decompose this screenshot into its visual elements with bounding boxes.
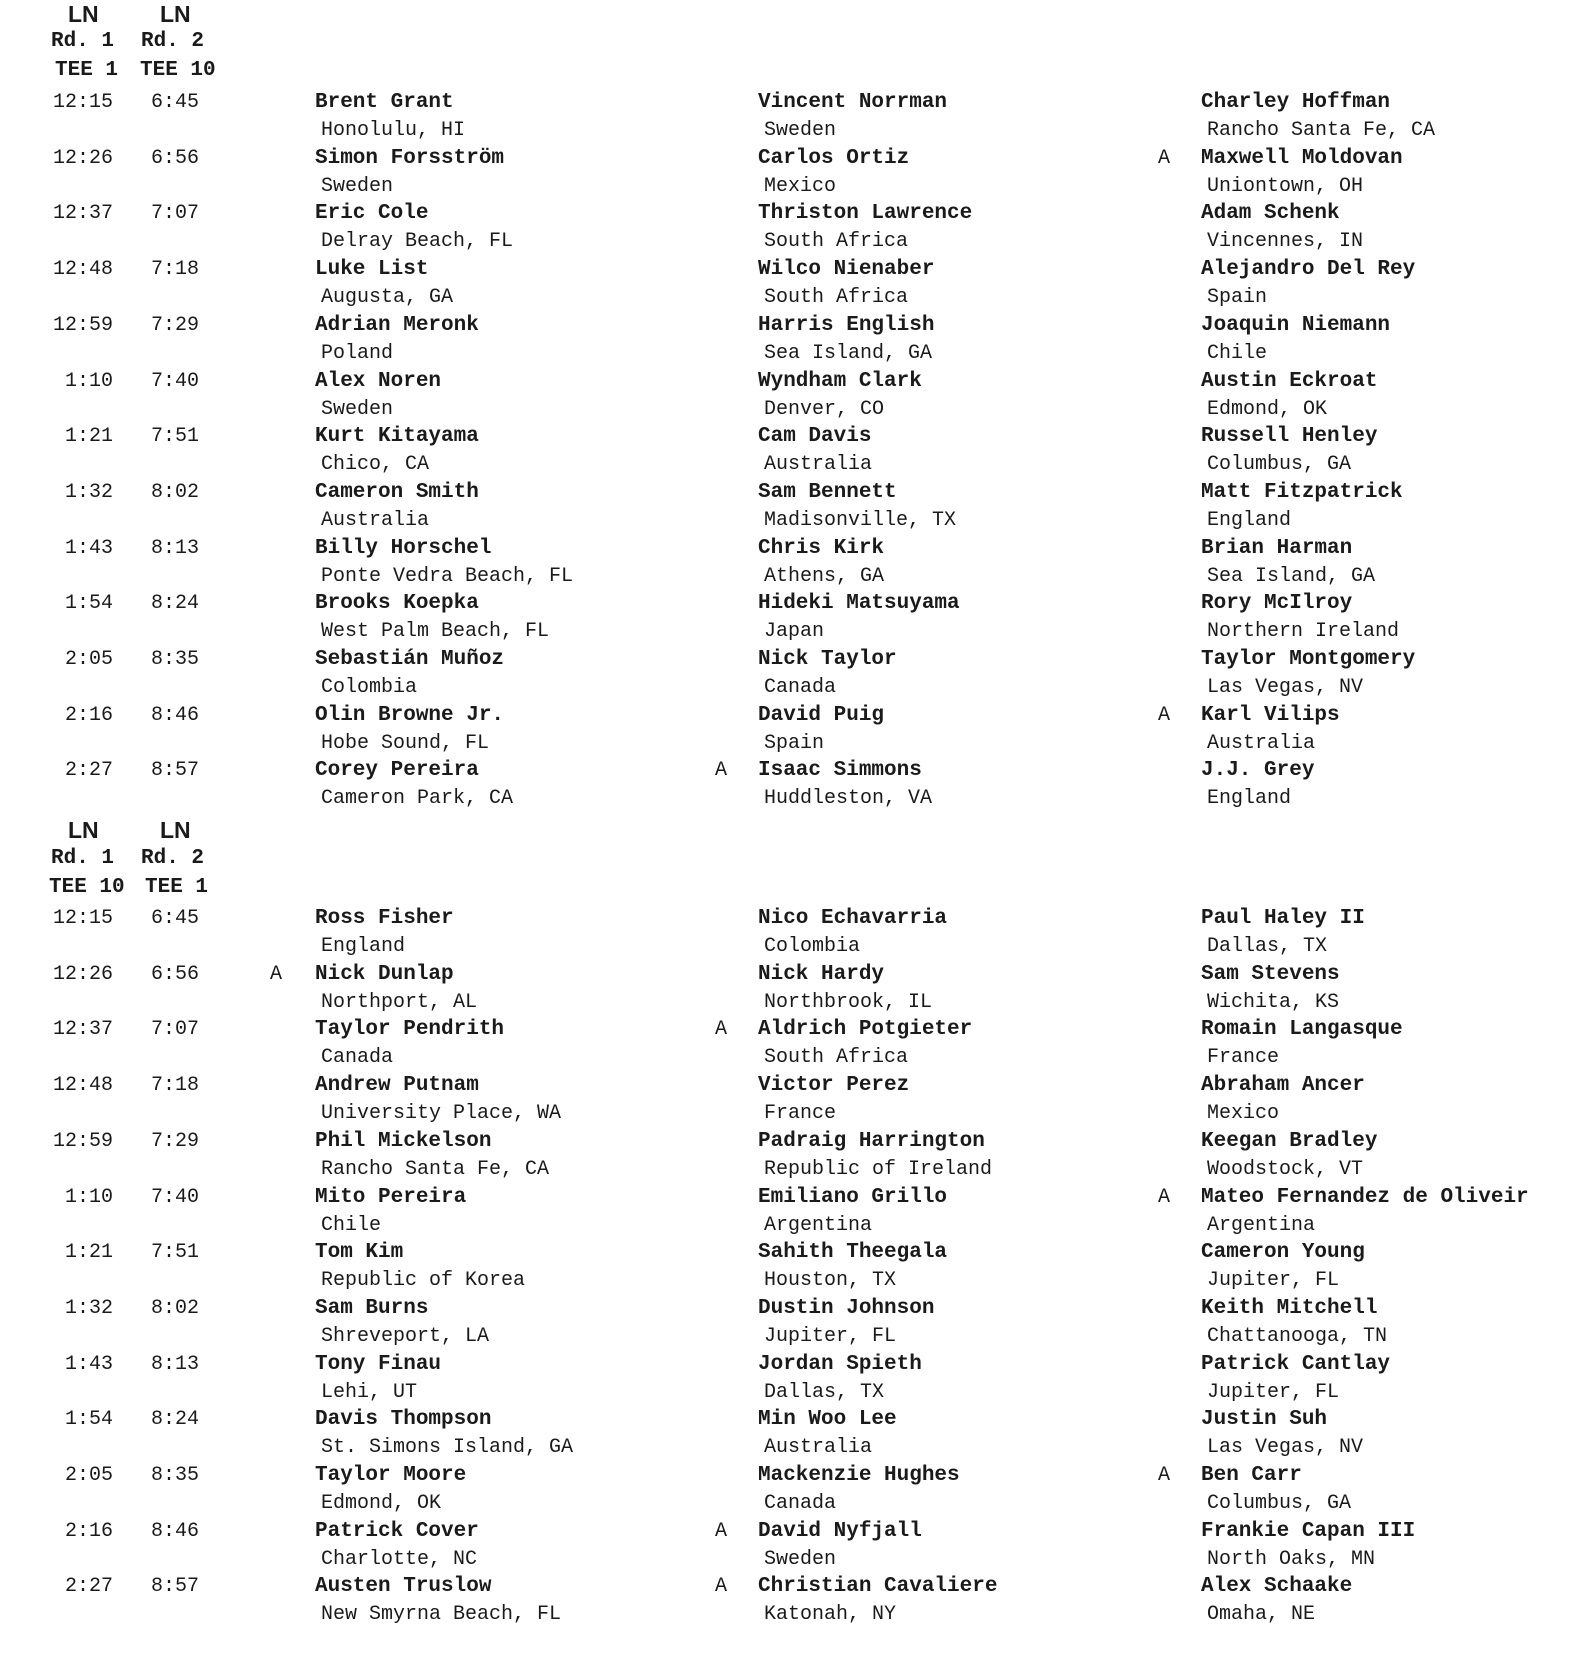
tee-time-row [0, 426, 1596, 482]
player-name: Patrick Cover [315, 1519, 479, 1543]
player-location: Huddleston, VA [764, 787, 933, 811]
player-name: Chris Kirk [758, 536, 885, 560]
round-1-time: 12:26 [53, 962, 114, 986]
player-location: Poland [321, 341, 394, 365]
player-location: Argentina [764, 1213, 873, 1237]
player-name: Taylor Moore [315, 1464, 467, 1487]
player-name: Billy Horschel [315, 536, 492, 560]
player-location: Sea Island, GA [1207, 564, 1376, 588]
player-location: St. Simons Island, GA [321, 1436, 574, 1460]
tee-time-row [0, 92, 1596, 148]
tee-time-row [0, 1576, 1596, 1632]
player-location: Las Vegas, NV [1207, 676, 1364, 699]
round-1-time: 2:05 [53, 1464, 114, 1487]
round-2-time: 8:24 [151, 592, 200, 616]
tee-time-row [0, 705, 1596, 761]
player-location: Chico, CA [321, 453, 430, 477]
player-location: Republic of Korea [321, 1269, 526, 1293]
amateur-marker: A [715, 1575, 728, 1599]
round-1-time: 2:27 [53, 759, 114, 783]
tee-time-row [0, 1354, 1596, 1410]
round-1-time: 1:21 [53, 1241, 114, 1265]
player-name: Alex Noren [315, 369, 442, 393]
amateur-marker: A [1158, 146, 1171, 170]
round-2-time: 7:18 [151, 1074, 200, 1098]
round-2-time: 7:40 [151, 369, 200, 393]
round-2-time: 8:02 [151, 480, 200, 504]
player-location: Wichita, KS [1207, 990, 1340, 1014]
player-name: Luke List [315, 258, 429, 282]
player-name: Sebastián Muñoz [315, 648, 505, 671]
player-location: Dallas, TX [1207, 935, 1328, 958]
amateur-marker: A [1158, 1185, 1171, 1209]
player-name: Romain Langasque [1201, 1018, 1403, 1042]
player-name: Taylor Montgomery [1201, 648, 1416, 671]
player-location: Athens, GA [764, 564, 885, 588]
player-name: Maxwell Moldovan [1201, 146, 1403, 170]
player-name: Patrick Cantlay [1201, 1352, 1391, 1376]
player-name: Jordan Spieth [758, 1352, 922, 1376]
player-location: Omaha, NE [1207, 1603, 1316, 1627]
player-name: Adrian Meronk [315, 313, 479, 337]
player-name: Brian Harman [1201, 536, 1353, 560]
round-2-time: 6:45 [151, 907, 200, 930]
round-2-time: 7:29 [151, 1129, 200, 1153]
tee-time-row [0, 315, 1596, 371]
player-name: Olin Browne Jr. [315, 703, 505, 727]
player-location: Sweden [321, 174, 394, 198]
player-name: Justin Suh [1201, 1408, 1328, 1432]
round-1-time: 2:27 [53, 1575, 114, 1599]
player-name: Mito Pereira [315, 1185, 467, 1209]
player-name: Russell Henley [1201, 425, 1378, 449]
player-name: Carlos Ortiz [758, 146, 910, 170]
tee-time-row [0, 1019, 1596, 1075]
tee-time-row [0, 649, 1596, 705]
player-location: Ponte Vedra Beach, FL [321, 564, 574, 588]
round-2-time: 8:13 [151, 1352, 200, 1376]
round-1-time: 12:48 [53, 258, 114, 282]
player-name: Rory McIlroy [1201, 592, 1353, 616]
round-1-time: 1:54 [53, 592, 114, 616]
tee-time-row [0, 1465, 1596, 1521]
player-name: Min Woo Lee [758, 1408, 897, 1432]
tee-time-row [0, 1409, 1596, 1465]
player-name: Corey Pereira [315, 759, 479, 783]
round-2-time: 8:35 [151, 1464, 200, 1487]
round-1-time: 1:43 [53, 1352, 114, 1376]
round-2-time: 7:51 [151, 1241, 200, 1265]
player-location: Rancho Santa Fe, CA [321, 1157, 550, 1181]
round-1-time: 1:21 [53, 425, 114, 449]
round-2-time: 8:35 [151, 648, 200, 671]
player-location: Sweden [764, 119, 837, 142]
amateur-marker: A [1158, 703, 1171, 727]
player-name: Brent Grant [315, 91, 454, 114]
player-name: Keith Mitchell [1201, 1296, 1378, 1320]
round-1-time: 1:54 [53, 1408, 114, 1432]
round-1-time: 12:26 [53, 146, 114, 170]
player-name: Brooks Koepka [315, 592, 479, 616]
player-name: Padraig Harrington [758, 1129, 985, 1153]
player-name: Nick Dunlap [315, 962, 454, 986]
round-2-time: 6:45 [151, 91, 200, 114]
round-2-time: 8:02 [151, 1296, 200, 1320]
header-ln-rd1: LN [68, 817, 99, 843]
player-name: Harris English [758, 313, 935, 337]
player-name: Simon Forsström [315, 146, 505, 170]
player-name: Ben Carr [1201, 1464, 1302, 1487]
player-name: J.J. Grey [1201, 759, 1315, 783]
player-location: Sea Island, GA [764, 341, 933, 365]
player-location: Australia [764, 1436, 873, 1460]
player-name: Phil Mickelson [315, 1129, 492, 1153]
player-location: Houston, TX [764, 1269, 897, 1293]
player-location: Australia [321, 508, 430, 532]
player-location: Madisonville, TX [764, 508, 957, 532]
player-name: Cameron Young [1201, 1241, 1365, 1265]
round-2-time: 8:57 [151, 759, 200, 783]
player-name: Victor Perez [758, 1074, 910, 1098]
player-location: Chile [1207, 341, 1268, 365]
player-name: Kurt Kitayama [315, 425, 479, 449]
round-1-time: 12:48 [53, 1074, 114, 1098]
player-location: Delray Beach, FL [321, 230, 514, 254]
player-location: Uniontown, OH [1207, 174, 1364, 198]
round-1-time: 12:37 [53, 1018, 114, 1042]
player-location: Charlotte, NC [321, 1547, 478, 1571]
header-ln-rd2: LN [160, 1, 191, 27]
player-name: Emiliano Grillo [758, 1185, 948, 1209]
round-2-time: 6:56 [151, 962, 200, 986]
player-location: Australia [1207, 731, 1316, 755]
player-location: Hobe Sound, FL [321, 731, 490, 755]
player-name: David Nyfjall [758, 1519, 922, 1543]
player-location: Chattanooga, TN [1207, 1324, 1388, 1348]
player-name: Dustin Johnson [758, 1296, 935, 1320]
player-name: Abraham Ancer [1201, 1074, 1365, 1098]
player-location: Honolulu, HI [321, 119, 466, 142]
round-2-time: 7:07 [151, 202, 200, 226]
player-location: Edmond, OK [321, 1492, 442, 1515]
player-location: England [321, 935, 406, 958]
round-1-time: 2:05 [53, 648, 114, 671]
player-location: Mexico [1207, 1102, 1280, 1126]
player-name: Cameron Smith [315, 480, 479, 504]
amateur-marker: A [715, 1018, 728, 1042]
player-name: Isaac Simmons [758, 759, 922, 783]
player-name: Tony Finau [315, 1352, 442, 1376]
player-location: Republic of Ireland [764, 1157, 993, 1181]
round-2-time: 7:51 [151, 425, 200, 449]
round-2-time: 8:46 [151, 703, 200, 727]
player-name: Adam Schenk [1201, 202, 1340, 226]
tee-time-row [0, 593, 1596, 649]
player-name: Eric Cole [315, 202, 429, 226]
player-location: Rancho Santa Fe, CA [1207, 119, 1436, 142]
header-rd2: Rd. 2 [141, 30, 205, 53]
round-2-time: 7:07 [151, 1018, 200, 1042]
player-location: Canada [764, 1492, 837, 1515]
player-location: Canada [764, 676, 837, 699]
player-location: North Oaks, MN [1207, 1547, 1376, 1571]
player-name: Alex Schaake [1201, 1575, 1353, 1599]
tee-time-row [0, 1187, 1596, 1243]
player-location: Argentina [1207, 1213, 1316, 1237]
player-name: Ross Fisher [315, 907, 454, 930]
header-ln-rd2: LN [160, 817, 191, 843]
round-1-time: 1:10 [53, 369, 114, 393]
player-name: Alejandro Del Rey [1201, 258, 1416, 282]
amateur-marker: A [1158, 1464, 1171, 1487]
round-1-time: 1:32 [53, 1296, 114, 1320]
tee-time-row [0, 1075, 1596, 1131]
player-location: Lehi, UT [321, 1380, 418, 1404]
player-name: Tom Kim [315, 1241, 404, 1265]
player-location: University Place, WA [321, 1102, 562, 1126]
player-location: South Africa [764, 286, 909, 310]
tee-time-row [0, 760, 1596, 816]
player-location: Woodstock, VT [1207, 1157, 1364, 1181]
player-location: Mexico [764, 174, 837, 198]
round-2-time: 7:40 [151, 1185, 200, 1209]
tee-time-row [0, 203, 1596, 259]
tee-time-row [0, 1521, 1596, 1577]
header-tee-rd2: TEE 1 [145, 876, 209, 899]
player-name: Davis Thompson [315, 1408, 492, 1432]
player-name: Mackenzie Hughes [758, 1464, 960, 1487]
round-2-time: 6:56 [151, 146, 200, 170]
player-location: Sweden [764, 1547, 837, 1571]
header-ln-rd1: LN [68, 1, 99, 27]
player-location: South Africa [764, 230, 909, 254]
round-1-time: 1:43 [53, 536, 114, 560]
tee-time-row [0, 1298, 1596, 1354]
player-location: Canada [321, 1046, 394, 1070]
header-rd2: Rd. 2 [141, 847, 205, 870]
player-name: Joaquin Niemann [1201, 313, 1391, 337]
player-name: Sam Stevens [1201, 962, 1340, 986]
player-location: Spain [764, 731, 825, 755]
round-2-time: 8:24 [151, 1408, 200, 1432]
player-name: Nico Echavarria [758, 907, 948, 930]
player-location: England [1207, 508, 1292, 532]
player-location: Columbus, GA [1207, 453, 1352, 477]
player-location: France [764, 1102, 837, 1126]
round-1-time: 12:15 [53, 91, 114, 114]
tee-time-row [0, 538, 1596, 594]
player-location: West Palm Beach, FL [321, 620, 550, 644]
player-location: Sweden [321, 397, 394, 421]
player-name: Karl Vilips [1201, 703, 1340, 727]
player-name: Thriston Lawrence [758, 202, 973, 226]
player-location: Jupiter, FL [1207, 1380, 1340, 1404]
header-rd1: Rd. 1 [51, 847, 115, 870]
player-name: Matt Fitzpatrick [1201, 480, 1403, 504]
player-name: Wilco Nienaber [758, 258, 935, 282]
round-2-time: 7:18 [151, 258, 200, 282]
player-name: Wyndham Clark [758, 369, 922, 393]
player-name: David Puig [758, 703, 885, 727]
tee-time-row [0, 964, 1596, 1020]
player-location: New Smyrna Beach, FL [321, 1603, 562, 1627]
player-name: Sam Bennett [758, 480, 897, 504]
player-name: Mateo Fernandez de Oliveir [1201, 1185, 1529, 1209]
tee-time-row [0, 482, 1596, 538]
amateur-marker: A [270, 962, 283, 986]
player-name: Nick Hardy [758, 962, 885, 986]
player-location: Vincennes, IN [1207, 230, 1364, 254]
round-1-time: 12:59 [53, 313, 114, 337]
player-location: England [1207, 787, 1292, 811]
header-tee-rd2: TEE 10 [140, 59, 216, 82]
amateur-marker: A [715, 759, 728, 783]
player-location: Augusta, GA [321, 286, 454, 310]
round-2-time: 8:13 [151, 536, 200, 560]
player-location: Las Vegas, NV [1207, 1436, 1364, 1460]
player-location: Japan [764, 620, 825, 644]
player-name: Andrew Putnam [315, 1074, 479, 1098]
player-name: Paul Haley II [1201, 907, 1365, 930]
round-1-time: 12:15 [53, 907, 114, 930]
tee-time-row [0, 259, 1596, 315]
player-location: France [1207, 1046, 1280, 1070]
player-location: Cameron Park, CA [321, 787, 514, 811]
player-name: Vincent Norrman [758, 91, 948, 114]
player-name: Sam Burns [315, 1296, 429, 1320]
round-1-time: 1:32 [53, 480, 114, 504]
player-name: Nick Taylor [758, 648, 897, 671]
round-1-time: 12:59 [53, 1129, 114, 1153]
player-location: Jupiter, FL [764, 1324, 897, 1348]
player-name: Christian Cavaliere [758, 1575, 998, 1599]
player-name: Austen Truslow [315, 1575, 492, 1599]
player-location: Katonah, NY [764, 1603, 897, 1627]
player-location: Chile [321, 1213, 382, 1237]
player-name: Frankie Capan III [1201, 1519, 1416, 1543]
player-location: Shreveport, LA [321, 1324, 490, 1348]
player-name: Taylor Pendrith [315, 1018, 505, 1042]
player-name: Aldrich Potgieter [758, 1018, 973, 1042]
amateur-marker: A [715, 1519, 728, 1543]
round-1-time: 2:16 [53, 1519, 114, 1543]
player-location: Northbrook, IL [764, 990, 933, 1014]
player-location: Northern Ireland [1207, 620, 1400, 644]
round-2-time: 8:46 [151, 1519, 200, 1543]
player-location: Jupiter, FL [1207, 1269, 1340, 1293]
player-location: Northport, AL [321, 990, 478, 1014]
tee-time-row [0, 1242, 1596, 1298]
player-name: Charley Hoffman [1201, 91, 1391, 114]
round-1-time: 1:10 [53, 1185, 114, 1209]
tee-time-row [0, 1131, 1596, 1187]
tee-time-row [0, 371, 1596, 427]
player-name: Hideki Matsuyama [758, 592, 960, 616]
tee-time-row [0, 148, 1596, 204]
header-tee-rd1: TEE 1 [55, 59, 119, 82]
player-name: Austin Eckroat [1201, 369, 1378, 393]
player-location: South Africa [764, 1046, 909, 1070]
player-location: Australia [764, 453, 873, 477]
header-tee-rd1: TEE 10 [49, 876, 125, 899]
player-name: Sahith Theegala [758, 1241, 948, 1265]
player-location: Colombia [764, 935, 861, 958]
tee-time-row [0, 908, 1596, 964]
player-name: Keegan Bradley [1201, 1129, 1378, 1153]
player-location: Edmond, OK [1207, 397, 1328, 421]
player-location: Spain [1207, 286, 1268, 310]
player-name: Cam Davis [758, 425, 872, 449]
player-location: Dallas, TX [764, 1380, 885, 1404]
round-1-time: 2:16 [53, 703, 114, 727]
player-location: Denver, CO [764, 397, 885, 421]
header-rd1: Rd. 1 [51, 30, 115, 53]
player-location: Colombia [321, 676, 418, 699]
round-2-time: 7:29 [151, 313, 200, 337]
round-1-time: 12:37 [53, 202, 114, 226]
player-location: Columbus, GA [1207, 1492, 1352, 1515]
round-2-time: 8:57 [151, 1575, 200, 1599]
